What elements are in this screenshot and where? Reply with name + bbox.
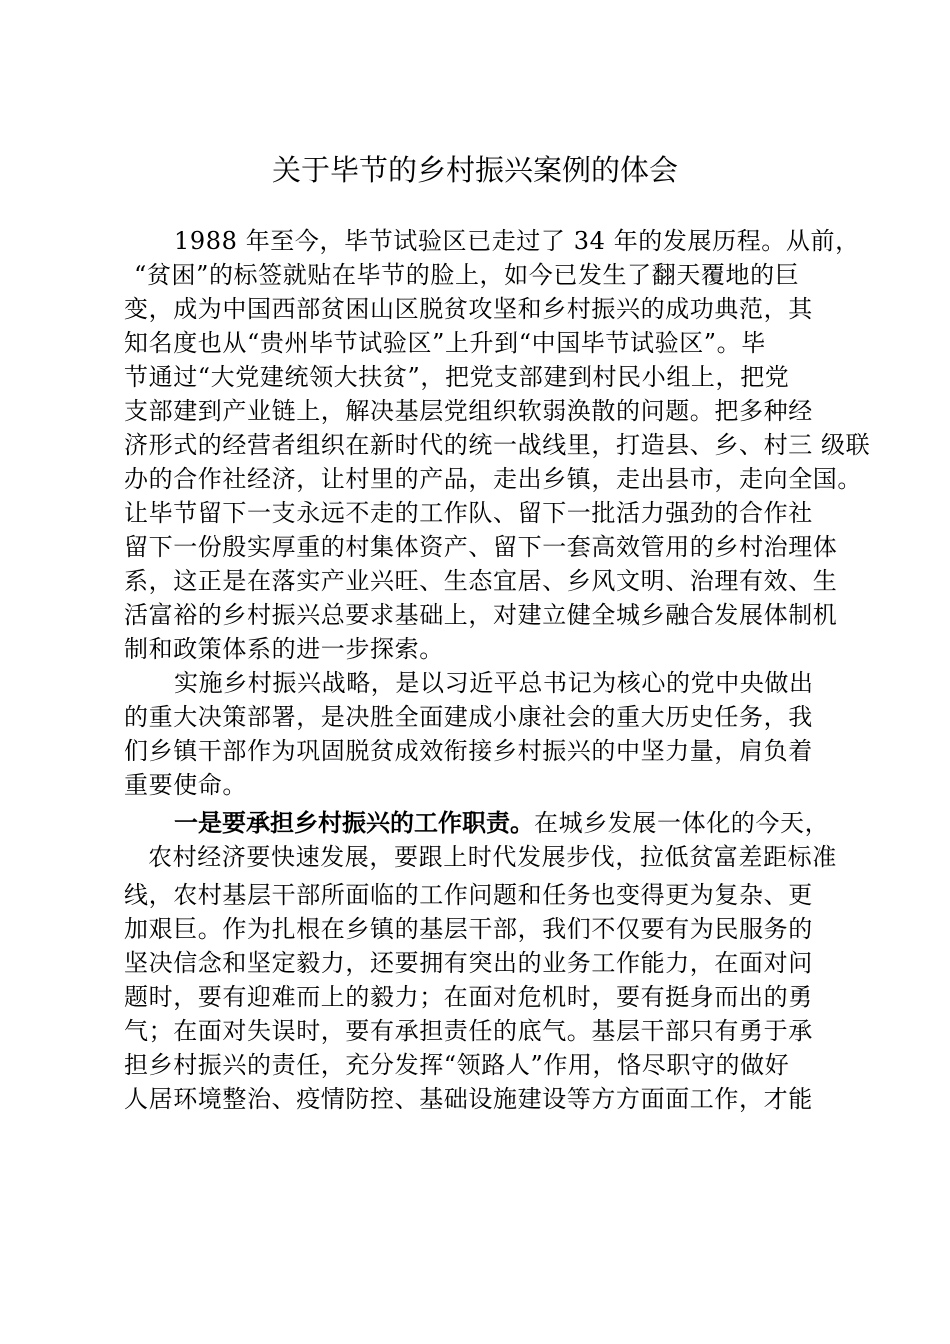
text-line: 线，农村基层干部所面临的工作问题和任务也变得更为复杂、更 [124,881,813,909]
text-line: 支部建到产业链上，解决基层党组织软弱涣散的问题。把多种经 [124,397,813,425]
text-line: 济形式的经营者组织在新时代的统一战线里，打造县、乡、村三 级联 [124,431,871,459]
text-line: 1988 年至今，毕节试验区已走过了 34 年的发展历程。从前， [174,227,860,255]
text-line: 活富裕的乡村振兴总要求基础上，对建立健全城乡融合发展体制机 [124,601,838,629]
text-line: 人居环境整治、疫情防控、基础设施建设等方方面面工作，才能 [124,1085,813,1113]
text-line: 让毕节留下一支永远不走的工作队、留下一批活力强劲的合作社 [124,499,813,527]
text-line: 系，这正是在落实产业兴旺、生态宜居、乡风文明、治理有效、生 [124,567,838,595]
text-line: 变，成为中国西部贫困山区脱贫攻坚和乡村振兴的成功典范，其 [124,295,813,323]
text-line: 节通过“大党建统领大扶贫”，把党支部建到村民小组上，把党 [124,363,790,391]
text-line: 加艰巨。作为扎根在乡镇的基层干部，我们不仅要有为民服务的 [124,915,813,943]
text-line: 的重大决策部署，是决胜全面建成小康社会的重大历史任务，我 [124,703,813,731]
text-line: 制和政策体系的进一步探索。 [124,635,444,663]
text-line: 重要使命。 [124,771,247,799]
text-line-continuation: 在城乡发展一体化的今天， [534,809,830,837]
text-line [174,806,829,840]
text-line: 坚决信念和坚定毅力，还要拥有突出的业务工作能力，在面对问 [124,949,813,977]
text-line: 题时，要有迎难而上的毅力；在面对危机时，要有挺身而出的勇 [124,983,813,1011]
text-line: 留下一份殷实厚重的村集体资产、留下一套高效管用的乡村治理体 [124,533,838,561]
text-line: 农村经济要快速发展，要跟上时代发展步伐，拉低贫富差距标准 [148,843,837,871]
text-line: 担乡村振兴的责任，充分发挥“领路人”作用，恪尽职守的做好 [124,1051,790,1079]
text-line: 们乡镇干部作为巩固脱贫成效衔接乡村振兴的中坚力量，肩负着 [124,737,813,765]
text-line: 知名度也从“贵州毕节试验区”上升到“中国毕节试验区”。毕 [124,329,766,357]
text-line: 实施乡村振兴战略，是以习近平总书记为核心的党中央做出 [174,669,814,697]
text-line: 办的合作社经济，让村里的产品，走出乡镇，走出县市，走向全国。 [124,465,862,493]
section-lead-heading: 一是要承担乡村振兴的工作职责。 [174,809,534,837]
text-line: 气；在面对失误时，要有承担责任的底气。基层干部只有勇于承 [124,1017,813,1045]
text-line: “贫困”的标签就贴在毕节的脸上，如今已发生了翻天覆地的巨 [134,261,800,289]
document-title: 关于毕节的乡村振兴案例的体会 [271,153,678,187]
